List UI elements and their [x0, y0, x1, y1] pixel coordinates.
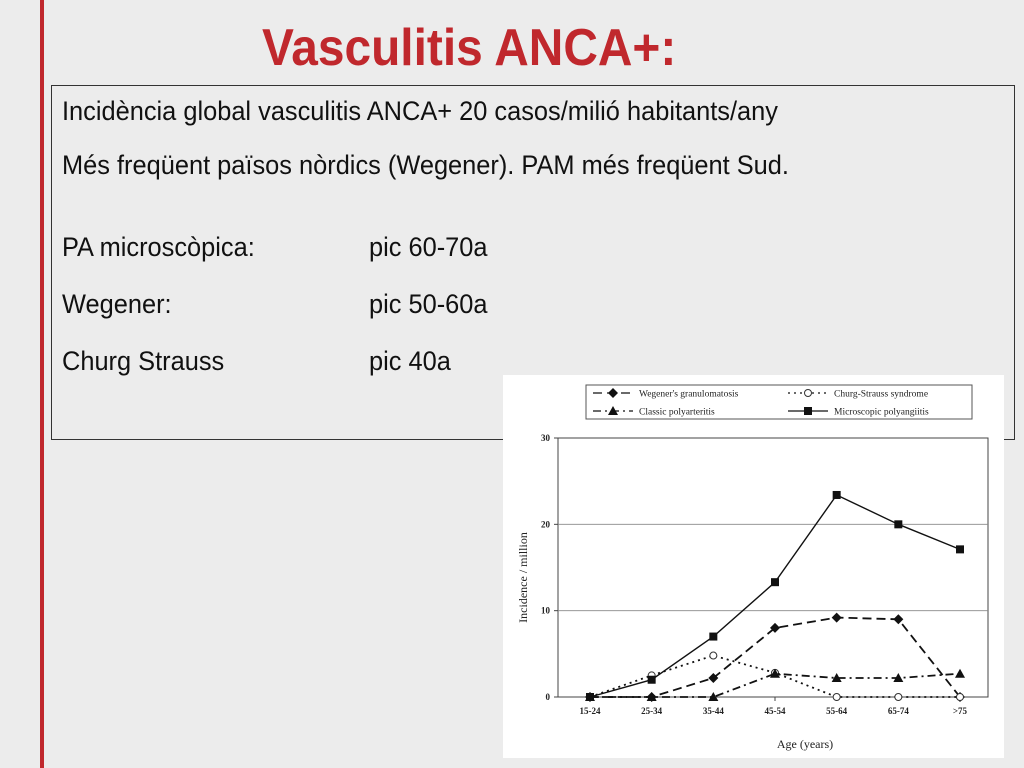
- legend-swatch-marker: [805, 390, 812, 397]
- x-tick-label: 45-54: [764, 706, 786, 716]
- data-point: [894, 520, 902, 528]
- frequency-line: Més freqüent països nòrdics (Wegener). PAM més freqüent Sud.: [62, 150, 789, 180]
- y-tick-label: 30: [541, 433, 550, 443]
- plot-frame: [558, 438, 988, 697]
- incidence-line: Incidència global vasculitis ANCA+ 20 casos/milió habitants/any: [62, 96, 778, 126]
- x-tick-label: 25-34: [641, 706, 663, 716]
- x-tick-label: 55-64: [826, 706, 848, 716]
- peak-value: pic 40a: [369, 346, 451, 376]
- data-point: [833, 491, 841, 499]
- legend-label: Wegener's granulomatosis: [639, 389, 739, 400]
- chart-svg: [503, 375, 1004, 758]
- x-tick-label: >75: [952, 706, 968, 716]
- y-tick-label: 10: [541, 605, 550, 616]
- peak-value: pic 50-60a: [369, 289, 488, 319]
- x-tick-label: 65-74: [887, 706, 909, 716]
- data-point: [955, 669, 965, 678]
- data-point: [710, 652, 717, 659]
- data-point: [832, 613, 842, 623]
- legend-label: Churg-Strauss syndrome: [834, 389, 929, 400]
- data-point: [895, 694, 902, 701]
- data-point: [709, 633, 717, 641]
- data-point: [956, 545, 964, 553]
- legend-swatch-marker: [804, 407, 812, 415]
- peak-label: Wegener:: [62, 289, 172, 319]
- data-point: [957, 694, 964, 701]
- peak-label: Churg Strauss: [62, 346, 225, 376]
- data-point: [833, 694, 840, 701]
- x-axis-label: Age (years): [776, 737, 834, 751]
- data-point: [893, 614, 903, 624]
- series-wegener-s-granulomatosis: [585, 613, 965, 702]
- data-point: [648, 676, 656, 684]
- data-point: [586, 693, 594, 701]
- y-tick-label: 20: [541, 519, 550, 530]
- y-tick-label: 0: [545, 692, 550, 702]
- slide-title: Vasculitis ANCA+:: [262, 19, 677, 77]
- y-axis-label: Incidence / million: [516, 532, 530, 623]
- data-point: [771, 578, 779, 586]
- series-line: [590, 495, 960, 697]
- red-vertical-rule: [40, 0, 44, 768]
- x-tick-label: 35-44: [702, 706, 724, 716]
- incidence-chart: [503, 375, 1004, 758]
- legend-label: Classic polyarteritis: [639, 407, 715, 418]
- peak-label: PA microscòpica:: [62, 232, 255, 262]
- legend-label: Microscopic polyangiitis: [834, 407, 929, 418]
- x-tick-label: 15-24: [579, 706, 601, 716]
- peak-value: pic 60-70a: [369, 232, 488, 262]
